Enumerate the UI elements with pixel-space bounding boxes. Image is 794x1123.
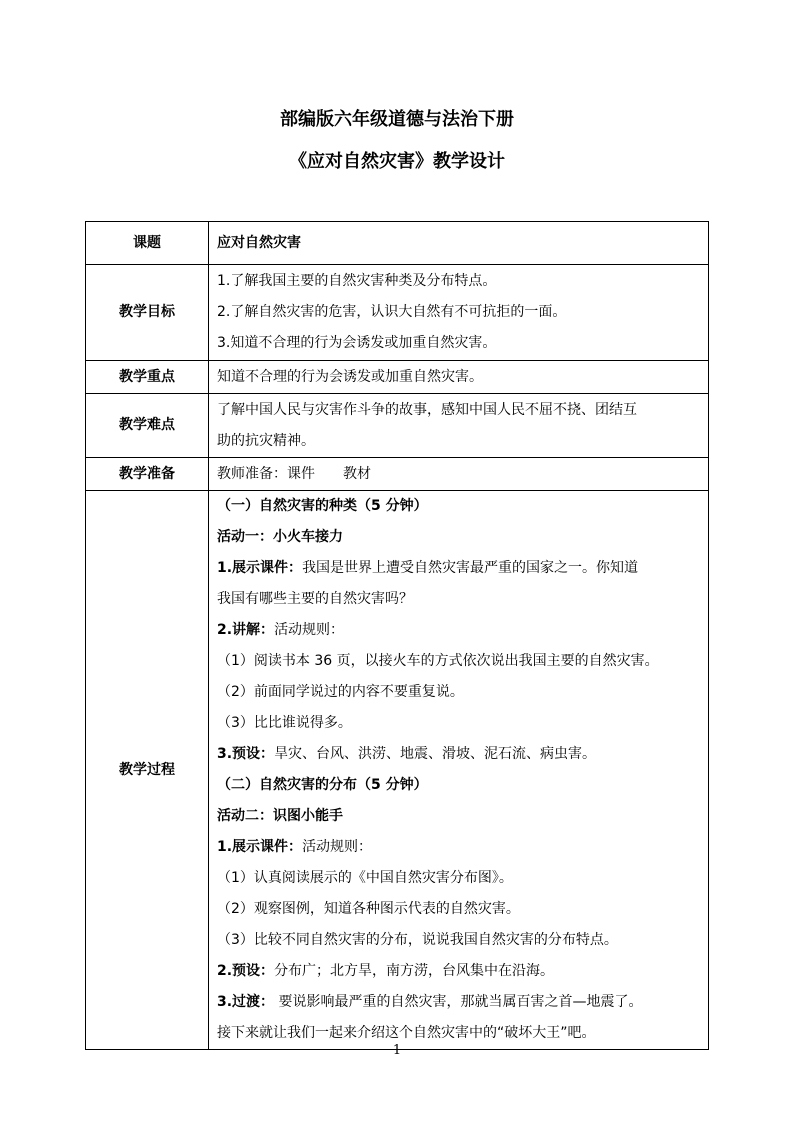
goal-item: 2.了解自然灾害的危害，认识大自然有不可抗拒的一面。 (217, 304, 567, 320)
table-row (86, 222, 709, 265)
activity-title: 活动二：识图小能手 (217, 808, 343, 824)
step-line (217, 956, 700, 987)
row-label-key-points: 教学重点 (86, 361, 209, 394)
table-row (86, 394, 709, 458)
key-points-text: 知道不合理的行为会诱发或加重自然灾害。 (217, 368, 483, 385)
rule-item: （2）前面同学说过的内容不要重复说。 (217, 684, 464, 700)
difficulties-line: 了解中国人民与灾害作斗争的故事，感知中国人民不屈不挠、团结互 (217, 401, 637, 418)
document-title: 部编版六年级道德与法治下册 (280, 109, 514, 130)
step-text: 分布广；北方旱，南方涝，台风集中在沿海。 (274, 963, 555, 979)
step-line (217, 832, 700, 863)
step-continuation: 接下来就让我们一起来介绍这个自然灾害中的“破坏大王”吧。 (217, 1025, 596, 1041)
table-row (86, 458, 709, 491)
section-heading: （二）自然灾害的分布（5 分钟） (217, 777, 428, 793)
step-label: 2.预设： (217, 963, 275, 979)
process-cell (209, 491, 709, 1050)
activity-title: 活动一：小火车接力 (217, 529, 343, 545)
step-text: 活动规则： (274, 622, 345, 638)
step-continuation: 我国有哪些主要的自然灾害吗？ (217, 591, 413, 607)
key-points-cell (209, 361, 709, 394)
preparation-text: 教师准备：课件 教材 (217, 465, 371, 482)
row-label-difficulties: 教学难点 (86, 394, 209, 458)
lesson-plan-table (85, 221, 709, 1050)
table-row (86, 361, 709, 394)
step-line (217, 553, 700, 584)
row-label-goals: 教学目标 (86, 265, 209, 361)
step-label: 1.展示课件： (217, 560, 303, 576)
document-subtitle: 《应对自然灾害》教学设计 (289, 151, 505, 172)
step-line (217, 615, 700, 646)
step-line (217, 987, 700, 1018)
rule-item: （1）阅读书本 36 页，以接火车的方式依次说出我国主要的自然灾害。 (217, 653, 659, 669)
topic-value (209, 222, 709, 265)
page-number: 1 (392, 1043, 402, 1058)
goals-cell (209, 265, 709, 361)
step-label: 3.过渡： (217, 994, 275, 1010)
step-text: 我国是世界上遭受自然灾害最严重的国家之一。你知道 (302, 560, 639, 576)
section-heading: （一）自然灾害的种类（5 分钟） (217, 498, 428, 514)
rule-item: （3）比较不同自然灾害的分布，说说我国自然灾害的分布特点。 (217, 932, 618, 948)
difficulties-cell (209, 394, 709, 458)
step-label: 3.预设： (217, 746, 275, 762)
step-label: 1.展示课件： (217, 839, 303, 855)
rule-item: （1）认真阅读展示的《中国自然灾害分布图》。 (217, 870, 513, 886)
table-row (86, 491, 709, 1050)
difficulties-line: 助的抗灾精神。 (217, 432, 315, 449)
row-label-topic: 课题 (86, 222, 209, 265)
rule-item: （2）观察图例，知道各种图示代表的自然灾害。 (217, 901, 520, 917)
row-label-preparation: 教学准备 (86, 458, 209, 491)
step-label: 2.讲解： (217, 622, 275, 638)
step-text: 旱灾、台风、洪涝、地震、滑坡、泥石流、病虫害。 (274, 746, 597, 762)
step-line (217, 739, 700, 770)
rule-item: （3）比比谁说得多。 (217, 715, 352, 731)
table-row (86, 265, 709, 361)
goal-item: 1.了解我国主要的自然灾害种类及分布特点。 (217, 273, 497, 289)
topic-text: 应对自然灾害 (217, 234, 301, 251)
preparation-cell (209, 458, 709, 491)
step-text: 活动规则： (302, 839, 373, 855)
row-label-process: 教学过程 (86, 491, 209, 1050)
step-text: 要说影响最严重的自然灾害，那就当属百害之首—地震了。 (274, 994, 643, 1010)
goal-item: 3.知道不合理的行为会诱发或加重自然灾害。 (217, 335, 497, 351)
